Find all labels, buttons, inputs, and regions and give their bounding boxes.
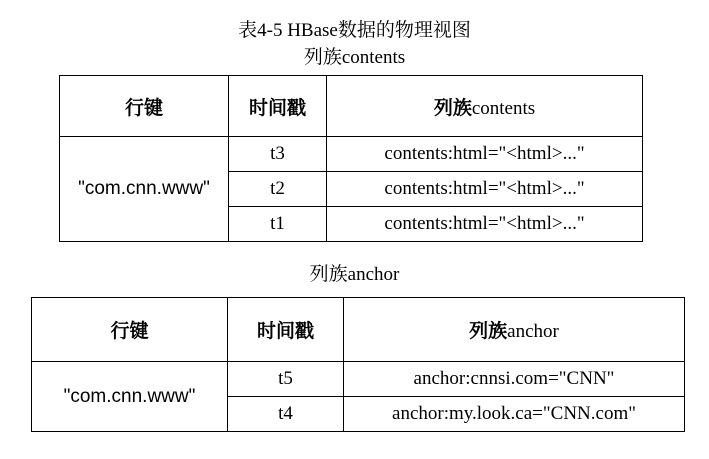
row-key-cell: "com.cnn.www" [32,362,228,432]
column-family-header-prefix: 列族 [433,96,472,119]
table-title: 表4-5 HBase数据的物理视图 [238,20,471,41]
row-key-header-label: 行键 [124,96,163,119]
row-key-header [32,298,228,362]
value-cell: anchor:my.look.ca="CNN.com" [344,397,685,432]
table-header-row [32,298,685,362]
anchor-family-caption: 列族anchor [309,264,400,285]
value-cell: contents:html="<html>..." [327,137,643,172]
timestamp-header [229,76,327,137]
column-family-header-name: anchor [507,321,559,342]
timestamp-cell: t4 [228,397,344,432]
value-cell: contents:html="<html>..." [327,172,643,207]
contents-family-caption: 列族contents [303,47,406,68]
timestamp-cell: t2 [229,172,327,207]
timestamp-cell: t5 [228,362,344,397]
column-family-header-name: contents [471,97,536,119]
contents-family-table [59,75,643,242]
timestamp-cell: t3 [229,137,327,172]
anchor-family-table [31,297,685,432]
timestamp-cell: t1 [229,207,327,242]
table-row [32,362,685,397]
column-family-header [344,298,685,362]
column-family-header [327,76,643,137]
row-key-header [60,76,229,137]
timestamp-header [228,298,344,362]
table-header-row [60,76,643,137]
value-cell: contents:html="<html>..." [327,207,643,242]
column-family-header-prefix: 列族 [469,320,508,342]
timestamp-header-label: 时间戳 [248,96,306,119]
row-key-header-label: 行键 [110,320,149,342]
timestamp-header-label: 时间戳 [256,320,314,342]
row-key-cell: "com.cnn.www" [60,137,229,242]
value-cell: anchor:cnnsi.com="CNN" [344,362,685,397]
table-row [60,137,643,172]
